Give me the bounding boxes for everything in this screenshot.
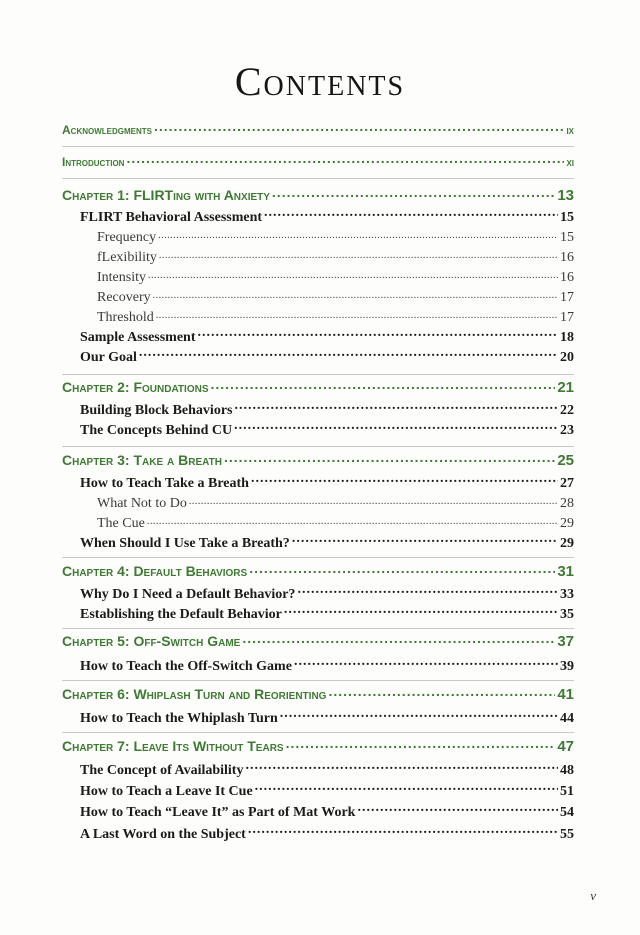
entry-title: How to Teach the Off-Switch Game — [80, 659, 292, 674]
toc-section-entry[interactable] — [80, 327, 574, 346]
entry-title: FLIRT Behavioral Assessment — [80, 210, 263, 225]
entry-title: Chapter 3: Take a Breath — [62, 452, 222, 468]
divider — [62, 146, 574, 147]
entry-page-number: 15 — [560, 230, 574, 245]
toc-chapter-entry[interactable] — [62, 685, 574, 703]
entry-title: Frequency — [97, 230, 157, 245]
dot-leader — [249, 562, 555, 576]
toc-section-entry[interactable] — [80, 533, 574, 552]
entry-title: Threshold — [97, 310, 154, 325]
entry-title: Building Block Behaviors — [80, 403, 233, 418]
entry-page-number: 37 — [557, 633, 574, 650]
entry-page-number: 25 — [557, 452, 574, 469]
entry-title: Recovery — [97, 290, 151, 305]
entry-title: Chapter 2: Foundations — [62, 379, 209, 395]
dot-leader — [234, 420, 558, 434]
dot-leader — [248, 824, 558, 838]
dot-leader — [292, 533, 558, 547]
dot-leader — [328, 685, 555, 699]
entry-page-number: 39 — [560, 659, 574, 674]
entry-title: Sample Assessment — [80, 330, 196, 345]
entry-page-number: 29 — [560, 516, 574, 531]
toc-chapter-entry[interactable] — [62, 122, 574, 137]
toc-section-entry[interactable] — [80, 802, 574, 821]
entry-page-number: 31 — [557, 563, 574, 580]
toc-section-entry[interactable] — [80, 584, 574, 603]
toc-subsection-entry[interactable] — [97, 287, 574, 306]
entry-page-number: 17 — [560, 290, 574, 305]
entry-page-number: 55 — [560, 827, 574, 842]
entry-page-number: 27 — [560, 476, 574, 491]
toc-section-entry[interactable] — [80, 420, 574, 439]
entry-title: The Cue — [97, 516, 145, 531]
divider — [62, 732, 574, 733]
entry-title: When Should I Use Take a Breath? — [80, 536, 290, 551]
dot-leader — [158, 227, 558, 241]
dot-leader — [242, 632, 555, 646]
entry-title: How to Teach a Leave It Cue — [80, 784, 253, 799]
dot-leader — [154, 122, 564, 134]
dot-leader — [280, 708, 558, 722]
toc-section-entry[interactable] — [80, 473, 574, 492]
toc-section-entry[interactable] — [80, 604, 574, 623]
entry-title: How to Teach “Leave It” as Part of Mat Work — [80, 805, 356, 820]
toc-section-entry[interactable] — [80, 347, 574, 366]
entry-title: How to Teach the Whiplash Turn — [80, 711, 278, 726]
toc-subsection-entry[interactable] — [97, 227, 574, 246]
entry-title: Establishing the Default Behavior — [80, 607, 282, 622]
dot-leader — [153, 287, 558, 301]
entry-title: Why Do I Need a Default Behavior? — [80, 587, 296, 602]
dot-leader — [139, 347, 558, 361]
toc-section-entry[interactable] — [80, 400, 574, 419]
dot-leader — [264, 207, 558, 221]
dot-leader — [189, 493, 558, 507]
toc-section-entry[interactable] — [80, 656, 574, 675]
dot-leader — [159, 247, 558, 261]
entry-page-number: 18 — [560, 330, 574, 345]
entry-title: Introduction — [62, 155, 125, 169]
dot-leader — [294, 656, 558, 670]
toc-subsection-entry[interactable] — [97, 513, 574, 532]
divider — [62, 557, 574, 558]
entry-page-number: 33 — [560, 587, 574, 602]
entry-page-number: 13 — [557, 187, 574, 204]
dot-leader — [272, 186, 555, 200]
dot-leader — [126, 154, 564, 166]
entry-page-number: 20 — [560, 350, 574, 365]
toc-chapter-entry[interactable] — [62, 186, 574, 204]
page-number: v — [590, 888, 596, 903]
entry-page-number: 21 — [557, 379, 574, 396]
dot-leader — [245, 760, 558, 774]
toc-subsection-entry[interactable] — [97, 307, 574, 326]
entry-title: Chapter 5: Off-Switch Game — [62, 633, 241, 649]
toc-section-entry[interactable] — [80, 760, 574, 779]
entry-page-number: 47 — [557, 738, 574, 755]
entry-title: Intensity — [97, 270, 146, 285]
dot-leader — [357, 802, 558, 816]
toc-chapter-entry[interactable] — [62, 737, 574, 755]
entry-title: A Last Word on the Subject — [80, 827, 246, 842]
dot-leader — [284, 604, 558, 618]
entry-title: Chapter 6: Whiplash Turn and Reorienting — [62, 686, 327, 702]
toc-chapter-entry[interactable] — [62, 154, 574, 169]
entry-page-number: 28 — [560, 496, 574, 511]
entry-page-number: 35 — [560, 607, 574, 622]
dot-leader — [147, 513, 558, 527]
entry-title: Chapter 1: FLIRTing with Anxiety — [62, 187, 270, 203]
toc-subsection-entry[interactable] — [97, 267, 574, 286]
dot-leader — [234, 400, 558, 414]
entry-page-number: 22 — [560, 403, 574, 418]
toc-section-entry[interactable] — [80, 708, 574, 727]
entry-title: Our Goal — [80, 350, 137, 365]
entry-title: Chapter 7: Leave Its Without Tears — [62, 738, 284, 754]
toc-chapter-entry[interactable] — [62, 378, 574, 396]
dot-leader — [224, 451, 555, 465]
entry-page-number: 41 — [557, 686, 574, 703]
dot-leader — [148, 267, 558, 281]
entry-title: The Concept of Availability — [80, 763, 244, 778]
entry-title: How to Teach Take a Breath — [80, 476, 249, 491]
entry-page-number: 16 — [560, 270, 574, 285]
dot-leader — [251, 473, 558, 487]
divider — [62, 178, 574, 179]
toc-section-entry[interactable] — [80, 781, 574, 800]
divider — [62, 446, 574, 447]
entry-page-number: ix — [566, 125, 574, 137]
entry-page-number: 48 — [560, 763, 574, 778]
toc-subsection-entry[interactable] — [97, 247, 574, 266]
entry-page-number: 54 — [560, 805, 574, 820]
divider — [62, 628, 574, 629]
toc-chapter-entry[interactable] — [62, 562, 574, 580]
entry-title: fLexibility — [97, 250, 157, 265]
toc-section-entry[interactable] — [80, 207, 574, 226]
entry-page-number: 17 — [560, 310, 574, 325]
toc-chapter-entry[interactable] — [62, 451, 574, 469]
dot-leader — [198, 327, 558, 341]
entry-page-number: 15 — [560, 210, 574, 225]
dot-leader — [286, 737, 556, 751]
toc-chapter-entry[interactable] — [62, 632, 574, 650]
entry-title: Acknowledgments — [62, 123, 152, 137]
entry-page-number: 23 — [560, 423, 574, 438]
entry-page-number: 16 — [560, 250, 574, 265]
entry-title: Chapter 4: Default Behaviors — [62, 563, 248, 579]
entry-page-number: 29 — [560, 536, 574, 551]
entry-page-number: 44 — [560, 711, 574, 726]
dot-leader — [210, 378, 555, 392]
toc-subsection-entry[interactable] — [97, 493, 574, 512]
divider — [62, 374, 574, 375]
page-title: Contents — [234, 59, 406, 104]
entry-page-number: xi — [566, 157, 574, 169]
toc-section-entry[interactable] — [80, 824, 574, 843]
entry-title: The Concepts Behind CU — [80, 423, 233, 438]
dot-leader — [297, 584, 558, 598]
divider — [62, 680, 574, 681]
entry-page-number: 51 — [560, 784, 574, 799]
dot-leader — [156, 307, 558, 321]
entry-title: What Not to Do — [97, 496, 187, 511]
dot-leader — [255, 781, 558, 795]
